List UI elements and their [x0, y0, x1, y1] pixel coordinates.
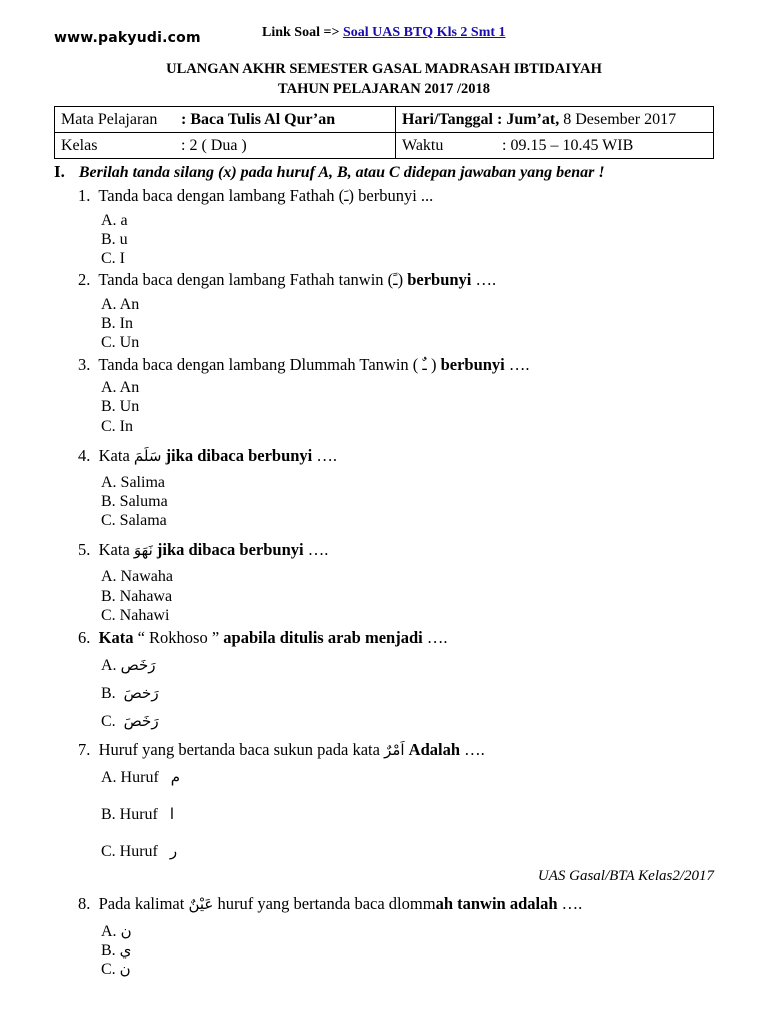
question-tail: …. — [471, 270, 497, 289]
question-text: Tanda baca dengan lambang Dlummah Tanwin ( — [98, 355, 423, 374]
time-label: Waktu — [402, 136, 444, 154]
question-text-bold: jika dibaca berbunyi — [165, 446, 313, 465]
question-number: 6. — [78, 628, 91, 647]
question-number: 8. — [78, 894, 91, 913]
option[interactable]: A. Nawaha — [101, 568, 173, 585]
day-value-bold: : Jum’at, — [496, 110, 560, 128]
question-7 — [78, 740, 485, 760]
subject-value: : Baca Tulis Al Qur’an — [181, 110, 336, 128]
question-number: 7. — [78, 740, 91, 759]
option[interactable] — [101, 842, 177, 861]
question-8 — [78, 894, 582, 914]
option[interactable]: A. a — [101, 212, 128, 229]
arabic-option: رَخصَ — [123, 684, 159, 702]
arabic-option: ر — [169, 842, 178, 860]
arabic-option: ي — [119, 941, 132, 959]
link-line — [262, 25, 506, 41]
arabic-option: رَخَصَ — [123, 712, 159, 730]
option[interactable]: B. In — [101, 315, 133, 332]
arabic-word: اَمْرٌ — [384, 741, 405, 759]
question-text-bold: Kata — [98, 628, 134, 647]
question-text-bold: berbunyi — [407, 270, 472, 289]
question-4 — [78, 446, 337, 466]
option[interactable] — [101, 922, 132, 941]
option[interactable] — [101, 684, 159, 703]
question-text: ) — [397, 270, 408, 289]
question-text: Kata — [98, 446, 134, 465]
question-tail: …. — [303, 540, 329, 559]
question-text-bold: berbunyi — [440, 355, 505, 374]
question-text: Tanda baca dengan lambang Fathah tanwin ( — [98, 270, 394, 289]
option-letter: C. Huruf — [101, 843, 158, 860]
exam-year: TAHUN PELAJARAN 2017 /2018 — [278, 81, 490, 97]
option-letter: A. — [101, 657, 117, 674]
question-text-bold: Adalah — [408, 740, 461, 759]
question-text: Tanda baca dengan lambang Fathah ( — [98, 186, 345, 205]
option-letter: A. Huruf — [101, 769, 159, 786]
question-number: 3. — [78, 355, 91, 374]
option[interactable]: A. Salima — [101, 474, 165, 491]
option-letter: A. — [101, 923, 117, 940]
option[interactable] — [101, 960, 131, 979]
option[interactable]: C. Salama — [101, 512, 167, 529]
option[interactable] — [101, 768, 180, 787]
arabic-symbol: ـً — [393, 271, 398, 289]
option[interactable] — [101, 941, 131, 960]
question-text: huruf yang bertanda baca dlomm — [213, 894, 436, 913]
day-value: 8 Desember 2017 — [559, 110, 677, 128]
option-letter: B. — [101, 685, 116, 702]
link-prefix: Link Soal => — [262, 25, 343, 40]
option[interactable] — [101, 805, 174, 824]
day-label: Hari/Tanggal — [402, 110, 493, 128]
question-text: “ Rokhoso ” — [133, 628, 224, 647]
exam-title: ULANGAN AKHR SEMESTER GASAL MADRASAH IBTIDAIYAH — [166, 61, 602, 77]
day-cell — [396, 107, 714, 133]
page-footer: UAS Gasal/BTA Kelas2/2017 — [537, 868, 714, 884]
section-instruction: Berilah tanda silang (x) pada huruf A, B, atau C didepan jawaban yang benar ! — [78, 164, 605, 181]
class-cell — [55, 133, 396, 159]
option-letter: C. — [101, 961, 116, 978]
option[interactable]: A. An — [101, 296, 140, 313]
subject-label: Mata Pelajaran — [61, 110, 158, 128]
question-number: 2. — [78, 270, 91, 289]
question-text: ) — [426, 355, 441, 374]
option-letter: B. — [101, 942, 116, 959]
option[interactable]: C. I — [101, 250, 125, 267]
option[interactable]: B. Un — [101, 398, 140, 415]
arabic-word: نَهَوَ — [133, 541, 153, 559]
question-tail: …. — [504, 355, 530, 374]
question-text: Kata — [98, 540, 134, 559]
option[interactable] — [101, 712, 159, 731]
question-tail: …. — [460, 740, 485, 759]
option[interactable]: C. Nahawi — [101, 607, 170, 624]
arabic-option: رَخَص — [120, 656, 156, 674]
option-letter: C. — [101, 713, 116, 730]
question-2 — [78, 270, 496, 290]
exam-info-table — [54, 106, 714, 159]
question-number: 1. — [78, 186, 91, 205]
question-text-bold: apabila ditulis arab menjadi — [223, 628, 423, 647]
arabic-word: عَيْنٌ — [188, 895, 214, 913]
question-text: Pada kalimat — [98, 894, 189, 913]
arabic-option: م — [170, 768, 181, 786]
option[interactable]: B. u — [101, 231, 128, 248]
option[interactable]: A. An — [101, 379, 140, 396]
exam-link[interactable]: Soal UAS BTQ Kls 2 Smt 1 — [342, 25, 506, 40]
question-number: 4. — [78, 446, 91, 465]
question-tail: …. — [557, 894, 583, 913]
question-5 — [78, 540, 328, 560]
arabic-symbol: ـَ — [344, 187, 349, 205]
question-text: ) berbunyi ... — [348, 186, 434, 205]
option-letter: B. Huruf — [101, 806, 158, 823]
arabic-option: ن — [119, 960, 131, 978]
arabic-option: ن — [120, 922, 132, 940]
option[interactable]: B. Nahawa — [101, 588, 173, 605]
question-text: Huruf yang bertanda baca sukun pada kata — [98, 740, 385, 759]
question-6 — [78, 628, 447, 648]
time-cell — [396, 133, 714, 159]
question-tail: …. — [422, 628, 448, 647]
class-label: Kelas — [61, 136, 98, 154]
site-name: www.pakyudi.com — [54, 30, 201, 46]
arabic-symbol: ـٌ — [422, 356, 427, 374]
question-1 — [78, 186, 433, 206]
question-tail: …. — [312, 446, 338, 465]
question-text-bold: jika dibaca berbunyi — [156, 540, 304, 559]
class-value: : 2 ( Dua ) — [181, 136, 247, 154]
arabic-option: ا — [169, 805, 175, 823]
option[interactable] — [101, 656, 155, 675]
time-value: : 09.15 – 10.45 WIB — [502, 136, 634, 154]
option[interactable]: C. Un — [101, 334, 140, 351]
question-text-bold: ah tanwin adalah — [435, 894, 558, 913]
section-heading — [54, 162, 605, 182]
question-number: 5. — [78, 540, 91, 559]
question-3 — [78, 355, 530, 375]
arabic-word: سَلَمَ — [133, 447, 162, 465]
subject-cell — [55, 107, 396, 133]
option[interactable]: B. Saluma — [101, 493, 168, 510]
section-number: I. — [54, 162, 65, 181]
option[interactable]: C. In — [101, 418, 133, 435]
